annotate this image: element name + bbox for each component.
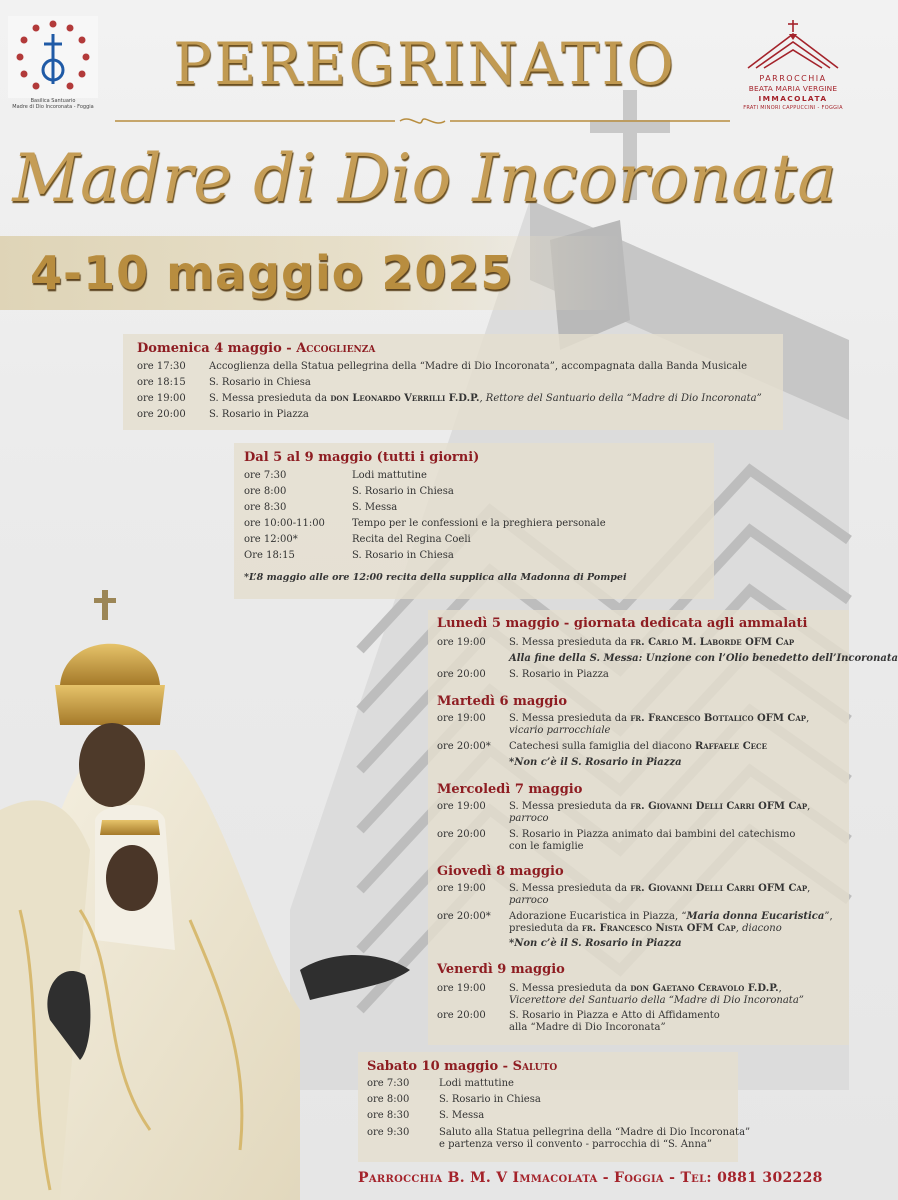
section-heading-mercoledi: Mercoledì 7 maggio xyxy=(437,782,583,797)
description: S. Rosario in Chiesa xyxy=(209,377,311,388)
description: S. Rosario in Piazza animato dai bambini del catechismo xyxy=(509,829,796,840)
celebrant-name: fr. Francesco Bottalico OFM Cap xyxy=(630,713,807,724)
schedule-subnote: *Non c’è il S. Rosario in Piazza xyxy=(509,938,682,949)
desc-part: presieduta da xyxy=(509,923,582,934)
time: ore 19:00 xyxy=(137,393,186,404)
description xyxy=(509,636,794,649)
description: S. Rosario in Piazza e Atto di Affidamento xyxy=(509,1010,720,1021)
time: ore 7:30 xyxy=(367,1078,410,1089)
section-heading-venerdi: Venerdì 9 maggio xyxy=(437,962,565,977)
desc-part: S. Messa presieduta da xyxy=(509,713,631,724)
section-heading-domenica xyxy=(137,341,375,356)
desc-part: ”, xyxy=(824,911,833,922)
description: Recita del Regina Coeli xyxy=(352,534,471,545)
celebrant-name: fr. Giovanni Delli Carri OFM Cap xyxy=(630,883,808,894)
time: ore 20:00 xyxy=(437,1010,486,1021)
schedule-subnote: Alla fine della S. Messa: Unzione con l’Olio benedetto dell’Incoronata xyxy=(509,653,898,664)
description: S. Rosario in Chiesa xyxy=(352,486,454,497)
time: ore 20:00* xyxy=(437,911,491,922)
description-continued: alla “Madre di Dio Incoronata” xyxy=(509,1022,666,1033)
description: S. Messa xyxy=(352,502,398,513)
time: ore 7:30 xyxy=(244,470,287,481)
description xyxy=(509,882,810,895)
celebrant-name: fr. Giovanni Delli Carri OFM Cap xyxy=(630,801,808,812)
desc-part: Catechesi sulla famiglia del diacono xyxy=(509,741,695,752)
description: Lodi mattutine xyxy=(352,470,427,481)
description xyxy=(209,392,762,405)
desc-part: , xyxy=(807,801,811,812)
time: ore 19:00 xyxy=(437,713,486,724)
celebrant-name: don Leonardo Verrilli F.D.P. xyxy=(330,393,480,404)
desc-part: S. Messa presieduta da xyxy=(509,801,631,812)
celebrant-role: , Rettore del Santuario della “Madre di Dio Incoronata” xyxy=(479,393,762,404)
time: ore 8:00 xyxy=(244,486,287,497)
time: ore 20:00 xyxy=(437,669,486,680)
time: ore 8:30 xyxy=(244,502,287,513)
desc-part: , xyxy=(807,883,811,894)
description: S. Rosario in Chiesa xyxy=(439,1094,541,1105)
schedule-box-weekdays xyxy=(234,443,714,599)
desc-part: Adorazione Eucaristica in Piazza, “ xyxy=(509,911,687,922)
celebrant-name: don Gaetano Ceravolo F.D.P. xyxy=(630,983,779,994)
desc-part: , xyxy=(778,983,782,994)
footer-contact: Parrocchia B. M. V Immacolata - Foggia - Tel: 0881 302228 xyxy=(358,1170,823,1186)
heading-text: Domenica 4 maggio - xyxy=(137,341,297,356)
description: S. Messa xyxy=(439,1110,485,1121)
schedule-note: *L’8 maggio alle ore 12:00 recita della supplica alla Madonna di Pompei xyxy=(244,572,627,583)
section-heading-sabato xyxy=(367,1059,557,1074)
parrocchia-logo-line4: FRATI MINORI CAPPUCCINI - FOGGIA xyxy=(743,105,843,111)
section-heading-martedi: Martedì 6 maggio xyxy=(437,694,568,709)
desc-part: S. Messa presieduta da xyxy=(509,983,631,994)
description xyxy=(509,800,810,813)
time: ore 18:15 xyxy=(137,377,186,388)
time: ore 9:30 xyxy=(367,1127,410,1138)
celebrant-role: Vicerettore del Santuario della “Madre di Dio Incoronata” xyxy=(509,995,804,1006)
time: ore 20:00* xyxy=(437,741,491,752)
speaker-name: Raffaele Cece xyxy=(694,741,767,752)
desc-part: , xyxy=(806,713,810,724)
schedule-box-daily xyxy=(428,610,898,1045)
section-heading-giovedi: Giovedì 8 maggio xyxy=(437,864,564,879)
time: ore 19:00 xyxy=(437,801,486,812)
time: Ore 18:15 xyxy=(244,550,295,561)
time: ore 19:00 xyxy=(437,883,486,894)
time: ore 19:00 xyxy=(437,983,486,994)
description-continued xyxy=(509,922,782,935)
parrocchia-logo-line3: IMMACOLATA xyxy=(758,94,828,103)
description: S. Rosario in Piazza xyxy=(209,409,309,420)
santuario-logo-line2: Madre di Dio Incoronata - Foggia xyxy=(12,104,94,110)
celebrant-role: parroco xyxy=(509,813,549,824)
time: ore 8:30 xyxy=(367,1110,410,1121)
section-heading-lunedi: Lunedì 5 maggio - giornata dedicata agli ammalati xyxy=(437,616,808,631)
event-dates: 4-10 maggio 2025 xyxy=(30,246,514,300)
celebrant-role: parroco xyxy=(509,895,549,906)
section-heading-weekdays: Dal 5 al 9 maggio (tutti i giorni) xyxy=(244,450,480,465)
celebrant-name: fr. Francesco Nista OFM Cap xyxy=(581,923,736,934)
page-title: PEREGRINATIO xyxy=(173,30,676,98)
time: ore 17:30 xyxy=(137,361,186,372)
celebrant-role: , diacono xyxy=(735,923,782,934)
time: ore 10:00-11:00 xyxy=(244,518,325,529)
heading-text: Sabato 10 maggio - xyxy=(367,1059,513,1074)
time: ore 20:00 xyxy=(137,409,186,420)
time: ore 19:00 xyxy=(437,637,486,648)
desc-part: S. Messa presieduta da xyxy=(509,637,631,648)
date-banner xyxy=(0,236,620,310)
schedule-box-sabato xyxy=(358,1052,751,1162)
parrocchia-logo-line1: PARROCCHIA xyxy=(759,74,827,83)
desc-part: S. Messa presieduta da xyxy=(209,393,331,404)
heading-smallcaps: Accoglienza xyxy=(296,341,376,356)
santuario-logo-line1: Basilica Santuario xyxy=(30,98,76,104)
description-continued: e partenza verso il convento - parrocchia di “S. Anna” xyxy=(439,1139,712,1150)
description: S. Rosario in Chiesa xyxy=(352,550,454,561)
schedule-subnote: *Non c’è il S. Rosario in Piazza xyxy=(509,757,682,768)
description-continued: con le famiglie xyxy=(509,841,584,852)
description: S. Rosario in Piazza xyxy=(509,669,609,680)
parrocchia-logo-line2: BEATA MARIA VERGINE xyxy=(748,84,838,93)
event-title: Maria donna Eucaristica xyxy=(686,911,825,922)
description: Lodi mattutine xyxy=(439,1078,514,1089)
time: ore 12:00* xyxy=(244,534,298,545)
time: ore 8:00 xyxy=(367,1094,410,1105)
description: Saluto alla Statua pellegrina della “Madre di Dio Incoronata” xyxy=(439,1127,751,1138)
celebrant-name: fr. Carlo M. Laborde OFM Cap xyxy=(630,637,795,648)
description: Tempo per le confessioni e la preghiera personale xyxy=(352,518,606,529)
schedule-box-domenica xyxy=(123,334,783,430)
page-subtitle: Madre di Dio Incoronata xyxy=(12,140,837,217)
celebrant-role: vicario parrocchiale xyxy=(509,725,611,736)
desc-part: S. Messa presieduta da xyxy=(509,883,631,894)
description xyxy=(509,740,767,753)
heading-smallcaps: Saluto xyxy=(512,1059,558,1074)
description: Accoglienza della Statua pellegrina della “Madre di Dio Incoronata”, accompagnata dalla Banda Musicale xyxy=(209,361,748,372)
title-ornament-divider xyxy=(115,116,730,126)
time: ore 20:00 xyxy=(437,829,486,840)
